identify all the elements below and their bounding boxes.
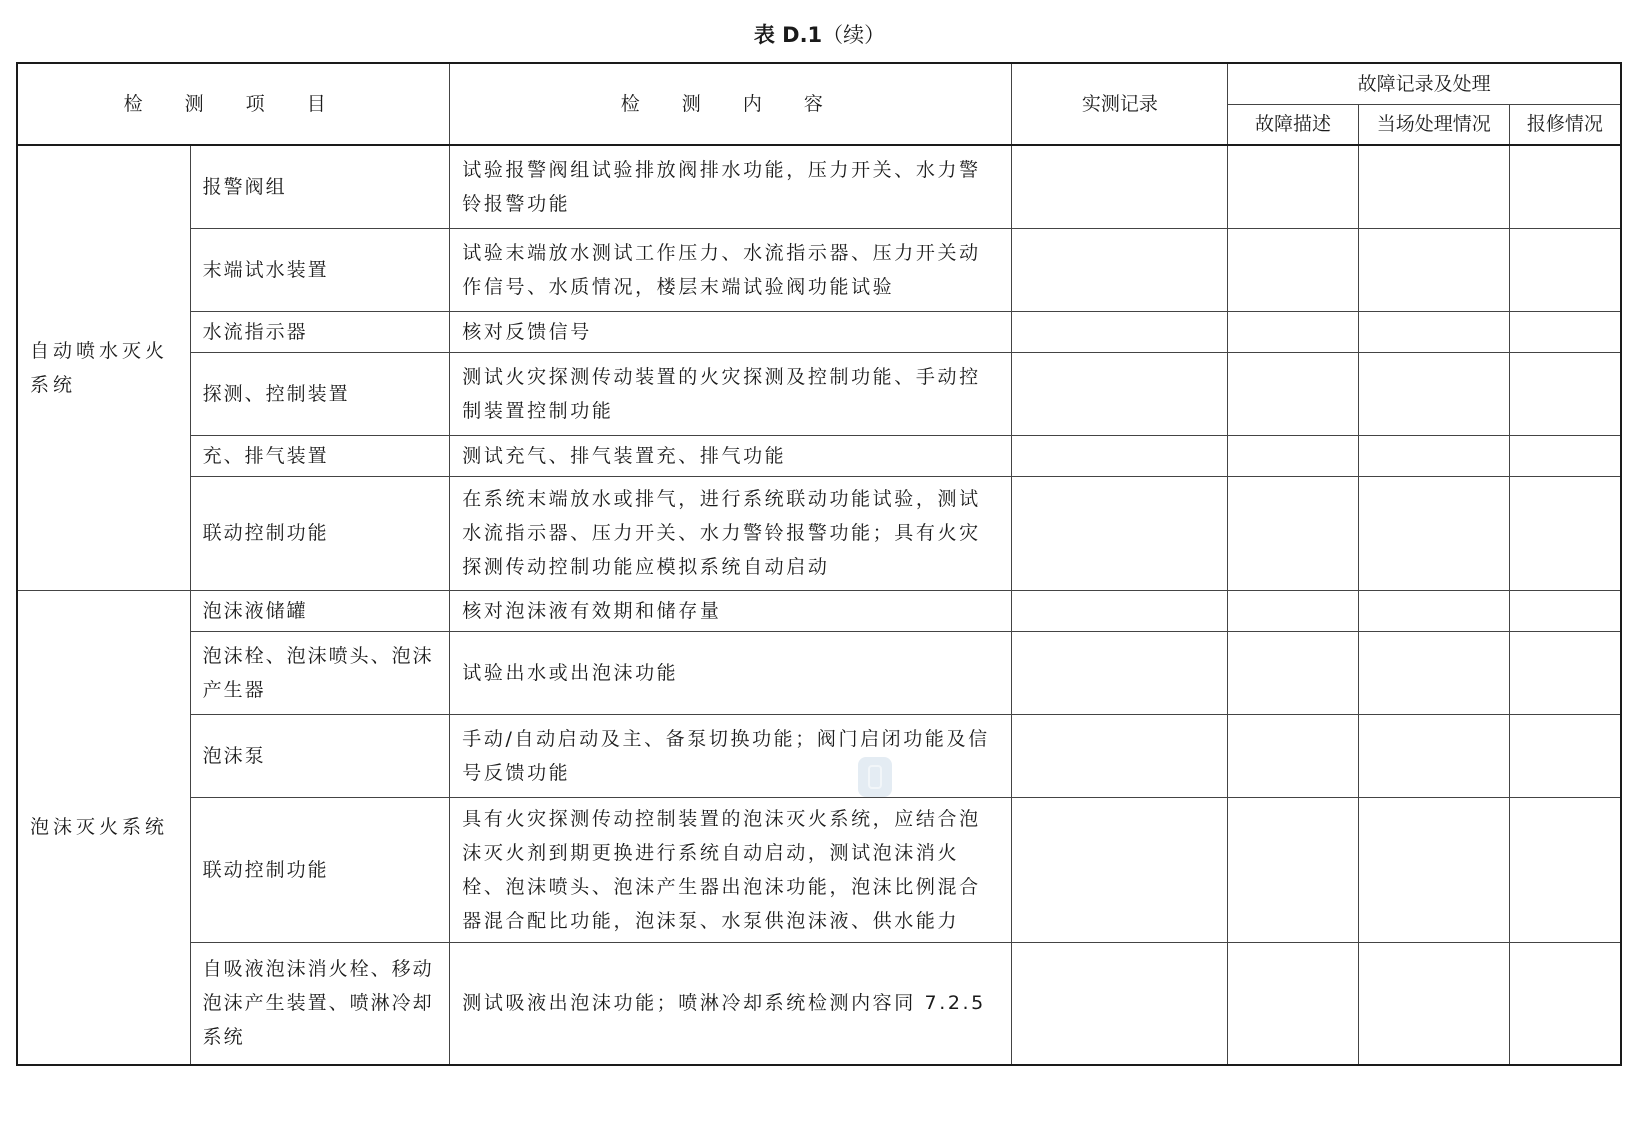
record-cell <box>1012 352 1228 435</box>
fault-desc-cell <box>1228 476 1358 590</box>
onsite-cell <box>1358 942 1509 1065</box>
repair-cell <box>1509 797 1621 942</box>
table-row <box>17 797 1621 942</box>
header-record: 实测记录 <box>1012 63 1228 145</box>
fault-desc-cell <box>1228 797 1358 942</box>
table-row <box>17 942 1621 1065</box>
repair-cell <box>1509 476 1621 590</box>
system-cell: 自动喷水灭火系统 <box>17 145 190 590</box>
repair-cell <box>1509 311 1621 352</box>
item-cell: 水流指示器 <box>190 311 450 352</box>
onsite-cell <box>1358 590 1509 631</box>
fault-desc-cell <box>1228 942 1358 1065</box>
header-fault-desc: 故障描述 <box>1228 104 1358 145</box>
record-cell <box>1012 476 1228 590</box>
header-content: 检 测 内 容 <box>450 63 1012 145</box>
inspection-table <box>16 62 1622 1066</box>
record-cell <box>1012 590 1228 631</box>
fault-desc-cell <box>1228 631 1358 714</box>
header-repair: 报修情况 <box>1509 104 1621 145</box>
repair-cell <box>1509 435 1621 476</box>
item-cell: 泡沫栓、泡沫喷头、泡沫产生器 <box>190 631 450 714</box>
content-cell: 测试火灾探测传动装置的火灾探测及控制功能、手动控制装置控制功能 <box>450 352 1012 435</box>
repair-cell <box>1509 145 1621 228</box>
item-cell: 泡沫泵 <box>190 714 450 797</box>
table-row <box>17 631 1621 714</box>
caption-title: 表 D.1 <box>753 23 823 47</box>
item-cell: 探测、控制装置 <box>190 352 450 435</box>
onsite-cell <box>1358 714 1509 797</box>
item-cell: 末端试水装置 <box>190 228 450 311</box>
table-row <box>17 476 1621 590</box>
repair-cell <box>1509 352 1621 435</box>
fault-desc-cell <box>1228 228 1358 311</box>
onsite-cell <box>1358 145 1509 228</box>
content-cell: 试验报警阀组试验排放阀排水功能，压力开关、水力警铃报警功能 <box>450 145 1012 228</box>
record-cell <box>1012 714 1228 797</box>
content-cell: 核对反馈信号 <box>450 311 1012 352</box>
header-fault-group: 故障记录及处理 <box>1228 63 1621 104</box>
content-cell: 试验末端放水测试工作压力、水流指示器、压力开关动作信号、水质情况，楼层末端试验阀功能试验 <box>450 228 1012 311</box>
repair-cell <box>1509 631 1621 714</box>
item-cell: 联动控制功能 <box>190 476 450 590</box>
fault-desc-cell <box>1228 590 1358 631</box>
onsite-cell <box>1358 228 1509 311</box>
system-cell: 泡沫灭火系统 <box>17 590 190 1065</box>
header-item: 检 测 项 目 <box>17 63 450 145</box>
content-cell: 具有火灾探测传动控制装置的泡沫灭火系统，应结合泡沫灭火剂到期更换进行系统自动启动，测试泡沫消火栓、泡沫喷头、泡沫产生器出泡沫功能，泡沫比例混合器混合配比功能，泡沫泵、水泵供泡沫液、供水能力 <box>450 797 1012 942</box>
onsite-cell <box>1358 797 1509 942</box>
record-cell <box>1012 228 1228 311</box>
item-cell: 报警阀组 <box>190 145 450 228</box>
table-row <box>17 311 1621 352</box>
record-cell <box>1012 145 1228 228</box>
repair-cell <box>1509 590 1621 631</box>
record-cell <box>1012 797 1228 942</box>
content-cell: 核对泡沫液有效期和储存量 <box>450 590 1012 631</box>
onsite-cell <box>1358 311 1509 352</box>
table-row <box>17 352 1621 435</box>
content-cell: 测试吸液出泡沫功能；喷淋冷却系统检测内容同 7.2.5 <box>450 942 1012 1065</box>
table-row <box>17 435 1621 476</box>
fault-desc-cell <box>1228 435 1358 476</box>
item-cell: 联动控制功能 <box>190 797 450 942</box>
table-row <box>17 145 1621 228</box>
item-cell: 泡沫液储罐 <box>190 590 450 631</box>
repair-cell <box>1509 942 1621 1065</box>
content-cell: 在系统末端放水或排气，进行系统联动功能试验，测试水流指示器、压力开关、水力警铃报警功能；具有火灾探测传动控制功能应模拟系统自动启动 <box>450 476 1012 590</box>
fault-desc-cell <box>1228 714 1358 797</box>
content-cell: 测试充气、排气装置充、排气功能 <box>450 435 1012 476</box>
fault-desc-cell <box>1228 352 1358 435</box>
content-cell: 试验出水或出泡沫功能 <box>450 631 1012 714</box>
header-onsite: 当场处理情况 <box>1358 104 1509 145</box>
record-cell <box>1012 435 1228 476</box>
onsite-cell <box>1358 435 1509 476</box>
repair-cell <box>1509 228 1621 311</box>
content-cell: 手动/自动启动及主、备泵切换功能；阀门启闭功能及信号反馈功能 <box>450 714 1012 797</box>
caption-continued: （续） <box>822 23 886 47</box>
item-cell: 自吸液泡沫消火栓、移动泡沫产生装置、喷淋冷却系统 <box>190 942 450 1065</box>
record-cell <box>1012 311 1228 352</box>
record-cell <box>1012 942 1228 1065</box>
fault-desc-cell <box>1228 145 1358 228</box>
onsite-cell <box>1358 476 1509 590</box>
fault-desc-cell <box>1228 311 1358 352</box>
onsite-cell <box>1358 631 1509 714</box>
table-caption <box>0 20 1639 50</box>
watermark-logo-icon <box>858 757 892 797</box>
onsite-cell <box>1358 352 1509 435</box>
table-row <box>17 590 1621 631</box>
table-row <box>17 714 1621 797</box>
repair-cell <box>1509 714 1621 797</box>
record-cell <box>1012 631 1228 714</box>
table-row <box>17 228 1621 311</box>
item-cell: 充、排气装置 <box>190 435 450 476</box>
